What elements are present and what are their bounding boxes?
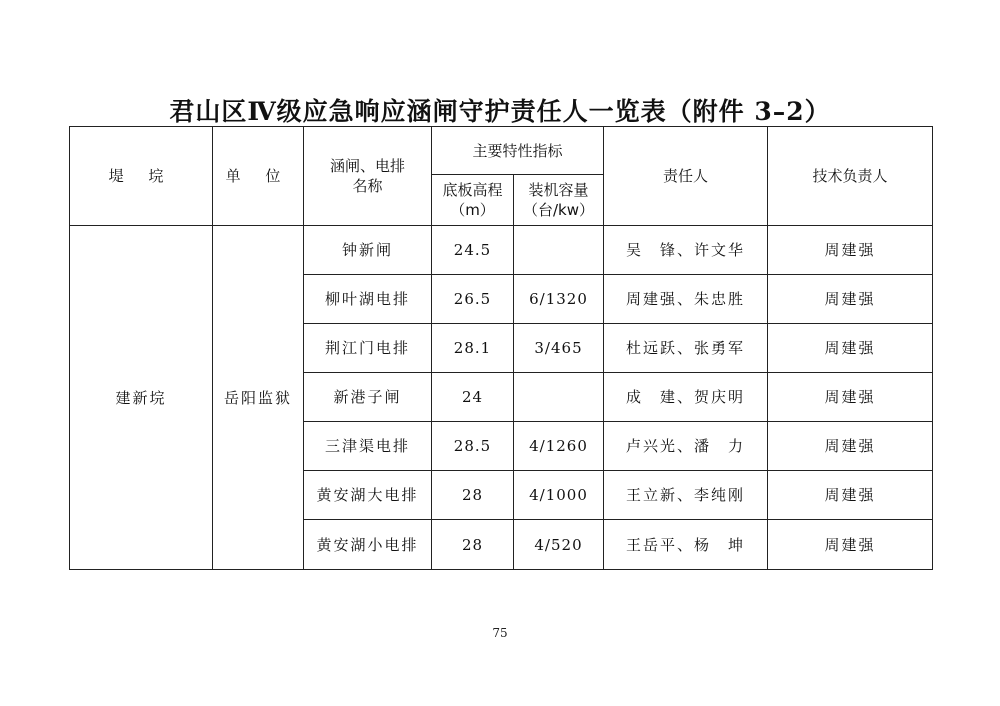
header-capacity xyxy=(514,175,604,226)
page-number: 75 xyxy=(492,626,508,640)
header-facility-name-line1: 涵闸、电排 xyxy=(329,157,405,175)
cell-facility-name: 三津渠电排 xyxy=(304,422,432,471)
header-elevation-line2: （m） xyxy=(450,201,495,219)
cell-capacity: 4/520 xyxy=(514,520,604,570)
cell-responsible: 成 建、贺庆明 xyxy=(604,373,768,422)
cell-elevation: 24 xyxy=(432,373,514,422)
responsibility-table xyxy=(69,126,933,570)
cell-facility-name: 钟新闸 xyxy=(304,226,432,275)
cell-tech-lead: 周建强 xyxy=(768,275,933,324)
cell-responsible: 卢兴光、潘 力 xyxy=(604,422,768,471)
cell-dike: 建新垸 xyxy=(70,226,213,570)
cell-capacity xyxy=(514,226,604,275)
header-capacity-line1: 装机容量 xyxy=(528,181,589,199)
cell-capacity: 4/1000 xyxy=(514,471,604,520)
cell-tech-lead: 周建强 xyxy=(768,226,933,275)
cell-facility-name: 新港子闸 xyxy=(304,373,432,422)
cell-elevation: 24.5 xyxy=(432,226,514,275)
cell-responsible: 吴 锋、许文华 xyxy=(604,226,768,275)
document-title: 君山区Ⅳ级应急响应涵闸守护责任人一览表（附件 3–2） xyxy=(169,97,831,126)
cell-elevation: 28.1 xyxy=(432,324,514,373)
header-unit: 单 位 xyxy=(213,127,304,226)
table-row xyxy=(70,226,933,275)
cell-tech-lead: 周建强 xyxy=(768,422,933,471)
header-elevation-line1: 底板高程 xyxy=(442,181,503,199)
cell-responsible: 周建强、朱忠胜 xyxy=(604,275,768,324)
header-dike: 堤 垸 xyxy=(70,127,213,226)
cell-elevation: 28 xyxy=(432,520,514,570)
cell-responsible: 杜远跃、张勇军 xyxy=(604,324,768,373)
cell-tech-lead: 周建强 xyxy=(768,324,933,373)
cell-capacity: 3/465 xyxy=(514,324,604,373)
header-capacity-line2: （台/kw） xyxy=(523,201,595,219)
cell-tech-lead: 周建强 xyxy=(768,373,933,422)
cell-facility-name: 黄安湖小电排 xyxy=(304,520,432,570)
cell-tech-lead: 周建强 xyxy=(768,520,933,570)
header-elevation xyxy=(432,175,514,226)
header-responsible: 责任人 xyxy=(604,127,768,226)
cell-elevation: 28.5 xyxy=(432,422,514,471)
cell-facility-name: 荆江门电排 xyxy=(304,324,432,373)
cell-responsible: 王岳平、杨 坤 xyxy=(604,520,768,570)
cell-capacity: 6/1320 xyxy=(514,275,604,324)
header-facility-name-line2: 名称 xyxy=(352,177,383,195)
cell-responsible: 王立新、李纯刚 xyxy=(604,471,768,520)
cell-capacity: 4/1260 xyxy=(514,422,604,471)
cell-tech-lead: 周建强 xyxy=(768,471,933,520)
header-facility-name xyxy=(304,127,432,226)
cell-facility-name: 黄安湖大电排 xyxy=(304,471,432,520)
cell-elevation: 26.5 xyxy=(432,275,514,324)
cell-capacity xyxy=(514,373,604,422)
cell-facility-name: 柳叶湖电排 xyxy=(304,275,432,324)
header-main-indicators: 主要特性指标 xyxy=(432,127,604,175)
header-tech-lead: 技术负责人 xyxy=(768,127,933,226)
cell-elevation: 28 xyxy=(432,471,514,520)
cell-unit: 岳阳监狱 xyxy=(213,226,304,570)
